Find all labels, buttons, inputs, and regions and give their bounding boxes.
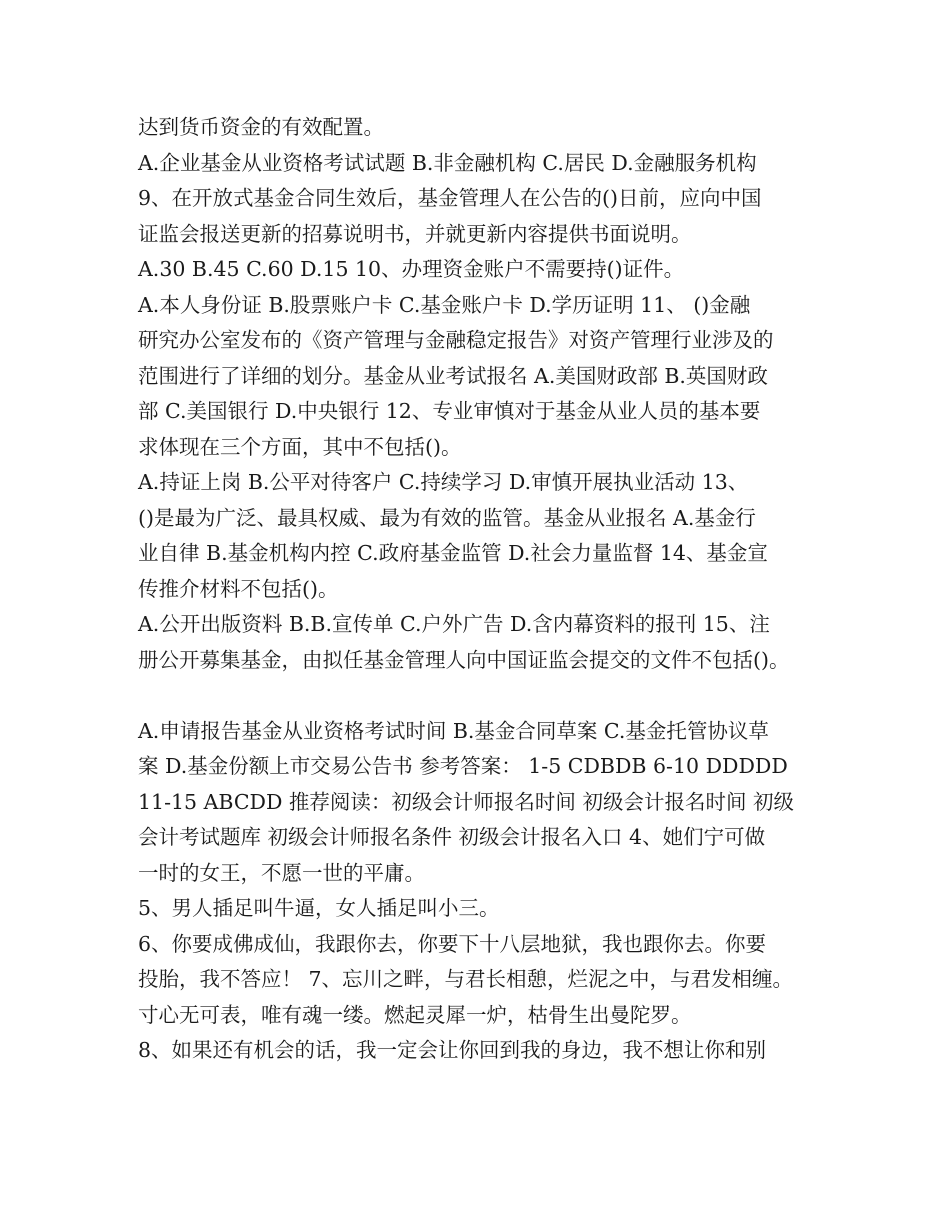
text-line: 范围进行了详细的划分。基金从业考试报名 A.美国财政部 B.英国财政 <box>138 363 768 388</box>
text-line: 一时的女王，不愿一世的平庸。 <box>138 860 425 885</box>
text-line: 9、在开放式基金合同生效后，基金管理人在公告的()日前，应向中国 <box>138 186 762 210</box>
text-line: A.持证上岗 B.公平对待客户 C.持续学习 D.审慎开展执业活动 13、 <box>138 470 749 494</box>
text-line: 证监会报送更新的招募说明书，并就更新内容提供书面说明。 <box>138 221 692 246</box>
text-line: 投胎，我不答应！ 7、忘川之畔，与君长相憩，烂泥之中，与君发相缠。 <box>138 967 794 991</box>
text-line: 5、男人插足叫牛逼，女人插足叫小三。 <box>138 896 500 920</box>
text-line: A.申请报告基金从业资格考试时间 B.基金合同草案 C.基金托管协议草 <box>138 718 769 743</box>
text-line: ()是最为广泛、最具权威、最为有效的监管。基金从业报名 A.基金行 <box>138 505 756 530</box>
text-line: 会计考试题库 初级会计师报名条件 初级会计报名入口 4、她们宁可做 <box>138 825 766 849</box>
text-line: 11-15 ABCDD 推荐阅读：初级会计师报名时间 初级会计报名时间 初级 <box>138 789 794 814</box>
text-line: 传推介材料不包括()。 <box>138 576 339 601</box>
text-line: A.公开出版资料 B.B.宣传单 C.户外广告 D.含内幕资料的报刊 15、注 <box>138 612 770 636</box>
text-line: 案 D.基金份额上市交易公告书 参考答案： 1-5 CDBDB 6-10 DDDDD <box>138 754 788 778</box>
text-line: 8、如果还有机会的话，我一定会让你回到我的身边，我不想让你和别 <box>138 1038 767 1062</box>
text-line: A.本人身份证 B.股票账户卡 C.基金账户卡 D.学历证明 11、 ()金融 <box>138 292 751 317</box>
blank-line <box>138 678 828 714</box>
text-line: 研究办公室发布的《资产管理与金融稳定报告》对资产管理行业涉及的 <box>138 328 774 352</box>
text-line: 寸心无可表，唯有魂一缕。燃起灵犀一炉，枯骨生出曼陀罗。 <box>138 1002 692 1027</box>
text-line: 求体现在三个方面，其中不包括()。 <box>138 434 462 459</box>
document-body <box>138 110 828 1069</box>
text-line: A.企业基金从业资格考试试题 B.非金融机构 C.居民 D.金融服务机构 <box>138 150 757 175</box>
text-line: 达到货币资金的有效配置。 <box>138 115 384 139</box>
text-line: 册公开募集基金，由拟任基金管理人向中国证监会提交的文件不包括()。 <box>138 647 790 672</box>
text-line: 部 C.美国银行 D.中央银行 12、专业审慎对于基金从业人员的基本要 <box>138 399 761 423</box>
text-line: 业自律 B.基金机构内控 C.政府基金监管 D.社会力量监督 14、基金宣 <box>138 541 768 565</box>
text-line: A.30 B.45 C.60 D.15 10、办理资金账户不需要持()证件。 <box>138 257 685 281</box>
text-line: 6、你要成佛成仙，我跟你去，你要下十八层地狱，我也跟你去。你要 <box>138 931 767 956</box>
